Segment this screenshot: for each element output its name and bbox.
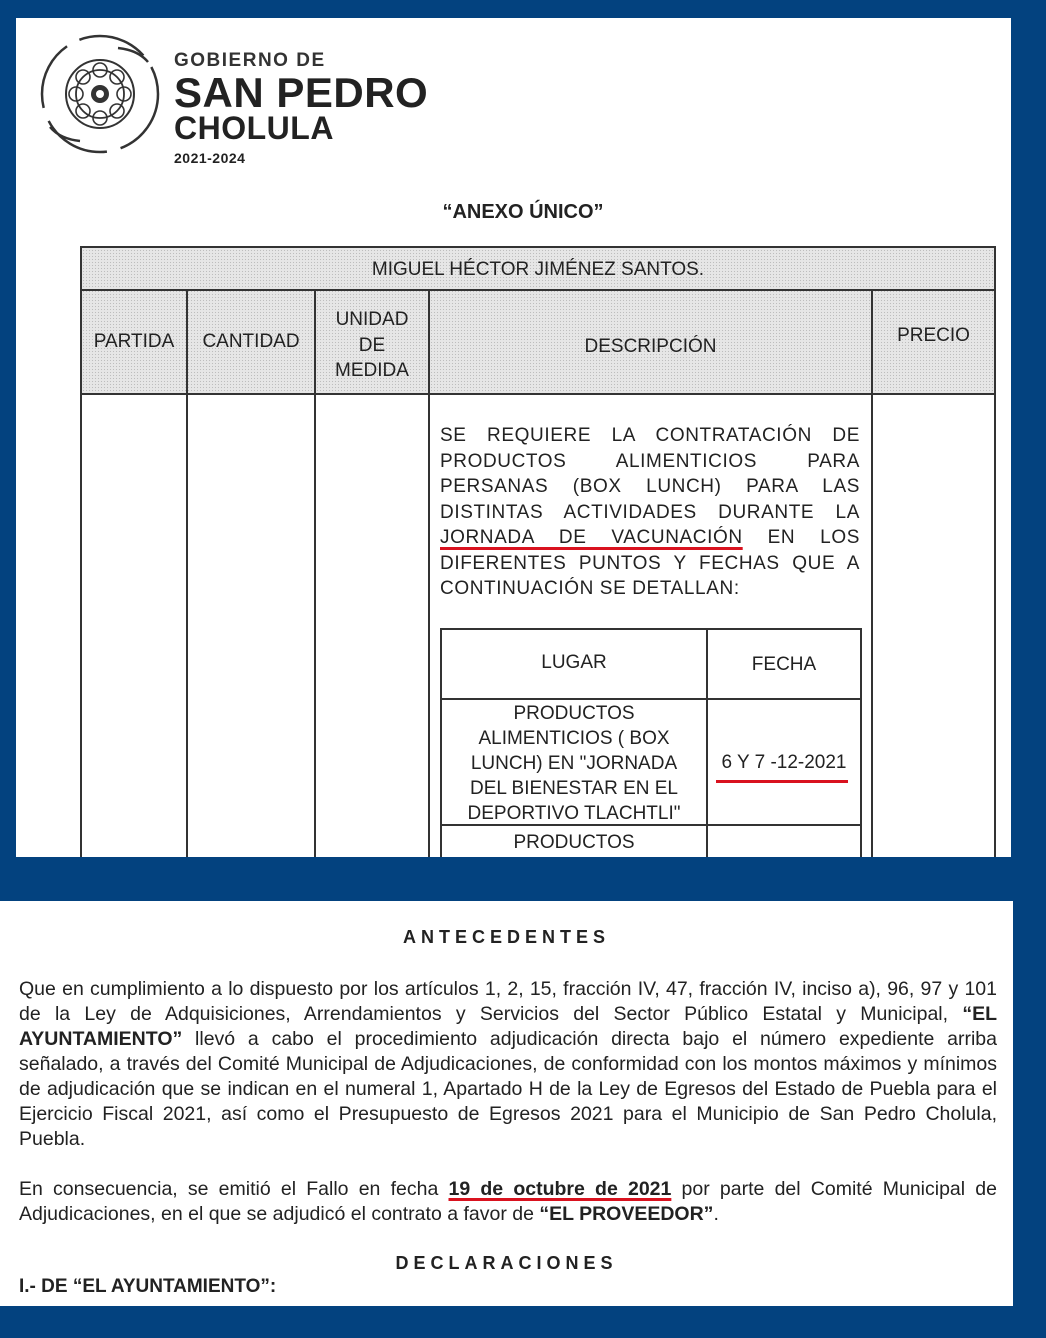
header-cantidad: CANTIDAD bbox=[202, 331, 300, 352]
san-pedro-label: SAN PEDRO bbox=[174, 69, 429, 116]
para1-part-a: Que en cumplimiento a lo dispuesto por los artículos 1, 2, 15, fracción IV, 47, fracción IV, inciso a), 96, 97 y 101 de la Ley de Adquisiciones, Arrendamientos y Servicios del Sector Público Estatal y Municipal, bbox=[19, 978, 997, 1025]
col-divider-1 bbox=[186, 289, 188, 857]
header-unidad-line1: UNIDAD bbox=[335, 309, 409, 330]
declaraciones-first-heading: I.- DE “EL AYUNTAMIENTO”: bbox=[19, 1276, 277, 1297]
inner-row1-lugar bbox=[442, 701, 706, 826]
header-descripcion: DESCRIPCIÓN bbox=[584, 336, 717, 357]
cholula-label: CHOLULA bbox=[174, 110, 334, 146]
supplier-name: MIGUEL HÉCTOR JIMÉNEZ SANTOS. bbox=[371, 259, 705, 280]
header-unidad-de-medida bbox=[316, 307, 428, 384]
description-text bbox=[440, 423, 860, 602]
term-years: 2021-2024 bbox=[174, 150, 246, 166]
antecedentes-paragraph-1 bbox=[19, 977, 997, 1152]
inner-row2-lugar-partial: PRODUCTOS bbox=[513, 832, 635, 853]
description-highlight: JORNADA DE VACUNACIÓN bbox=[440, 527, 743, 548]
inner-header-lugar: LUGAR bbox=[541, 652, 607, 673]
gov-de-label: GOBIERNO DE bbox=[174, 50, 326, 71]
row1-lugar-line5: DEPORTIVO TLACHTLI" bbox=[467, 803, 681, 824]
para2-part-b: por parte del Comité Municipal de Adjudicaciones, en el que se adjudicó el contrato a favor de bbox=[19, 1178, 997, 1225]
row1-lugar-line2: ALIMENTICIOS ( BOX bbox=[478, 728, 670, 749]
para2-part-a: En consecuencia, se emitió el Fallo en fecha bbox=[19, 1178, 449, 1200]
table-border-right bbox=[994, 246, 996, 857]
row1-lugar-line1: PRODUCTOS bbox=[513, 703, 635, 724]
municipal-logo-icon bbox=[36, 32, 164, 156]
header-partida: PARTIDA bbox=[93, 331, 175, 352]
para1-bold: “EL AYUNTAMIENTO” bbox=[19, 1003, 997, 1050]
para1-part-b: llevó a cabo el procedimiento adjudicación directa bajo el número expediente arriba señalado, a través del Comité Municipal de Adjudicaciones, de conformidad con los montos máximos y mínimos de adjudicación que se indican en el numeral 1, Apartado H de la Ley de Egresos del Estado de Puebla para el Ejercicio Fiscal 2021, así como el Presupuesto de Egresos 2021 para el Municipio de San Pedro Cholula, Puebla. bbox=[19, 1028, 997, 1150]
table-border-supplier bbox=[80, 289, 996, 291]
government-wordmark bbox=[174, 50, 428, 166]
header-unidad-line3: MEDIDA bbox=[335, 360, 409, 381]
inner-header-divider bbox=[442, 698, 860, 700]
row1-lugar-line3: LUNCH) EN "JORNADA bbox=[470, 753, 678, 774]
table-border-top bbox=[80, 246, 996, 248]
contract-text-excerpt bbox=[0, 901, 1013, 1306]
row1-lugar-line4: DEL BIENESTAR EN EL bbox=[469, 778, 678, 799]
places-dates-table bbox=[440, 628, 862, 857]
fecha-red-underline bbox=[716, 780, 848, 783]
antecedentes-paragraph-2 bbox=[19, 1177, 997, 1227]
declaraciones-title: DECLARACIONES bbox=[395, 1253, 618, 1273]
header-precio: PRECIO bbox=[897, 325, 970, 346]
annex-page-excerpt bbox=[16, 18, 1011, 857]
description-post: EN LOS DIFERENTES PUNTOS Y FECHAS QUE A CONTINUACIÓN SE DETALLAN: bbox=[440, 527, 860, 599]
para2-date-highlight: 19 de octubre de 2021 bbox=[448, 1178, 672, 1200]
inner-row1-fecha: 6 Y 7 -12-2021 bbox=[721, 752, 847, 773]
description-pre: SE REQUIERE LA CONTRATACIÓN DE PRODUCTOS ALIMENTICIOS PARA PERSANAS (BOX LUNCH) PARA LAS DISTINTAS ACTIVIDADES DURANTE LA bbox=[440, 425, 860, 523]
para2-bold: “EL PROVEEDOR” bbox=[539, 1203, 714, 1225]
col-divider-3 bbox=[428, 289, 430, 857]
table-border-header bbox=[80, 393, 996, 395]
inner-header-fecha: FECHA bbox=[751, 654, 817, 675]
header-unidad-line2: DE bbox=[358, 334, 386, 356]
para2-end: . bbox=[713, 1203, 719, 1225]
antecedentes-title: ANTECEDENTES bbox=[402, 927, 610, 947]
col-divider-4 bbox=[871, 289, 873, 857]
annex-title: “ANEXO ÚNICO” bbox=[442, 201, 604, 223]
